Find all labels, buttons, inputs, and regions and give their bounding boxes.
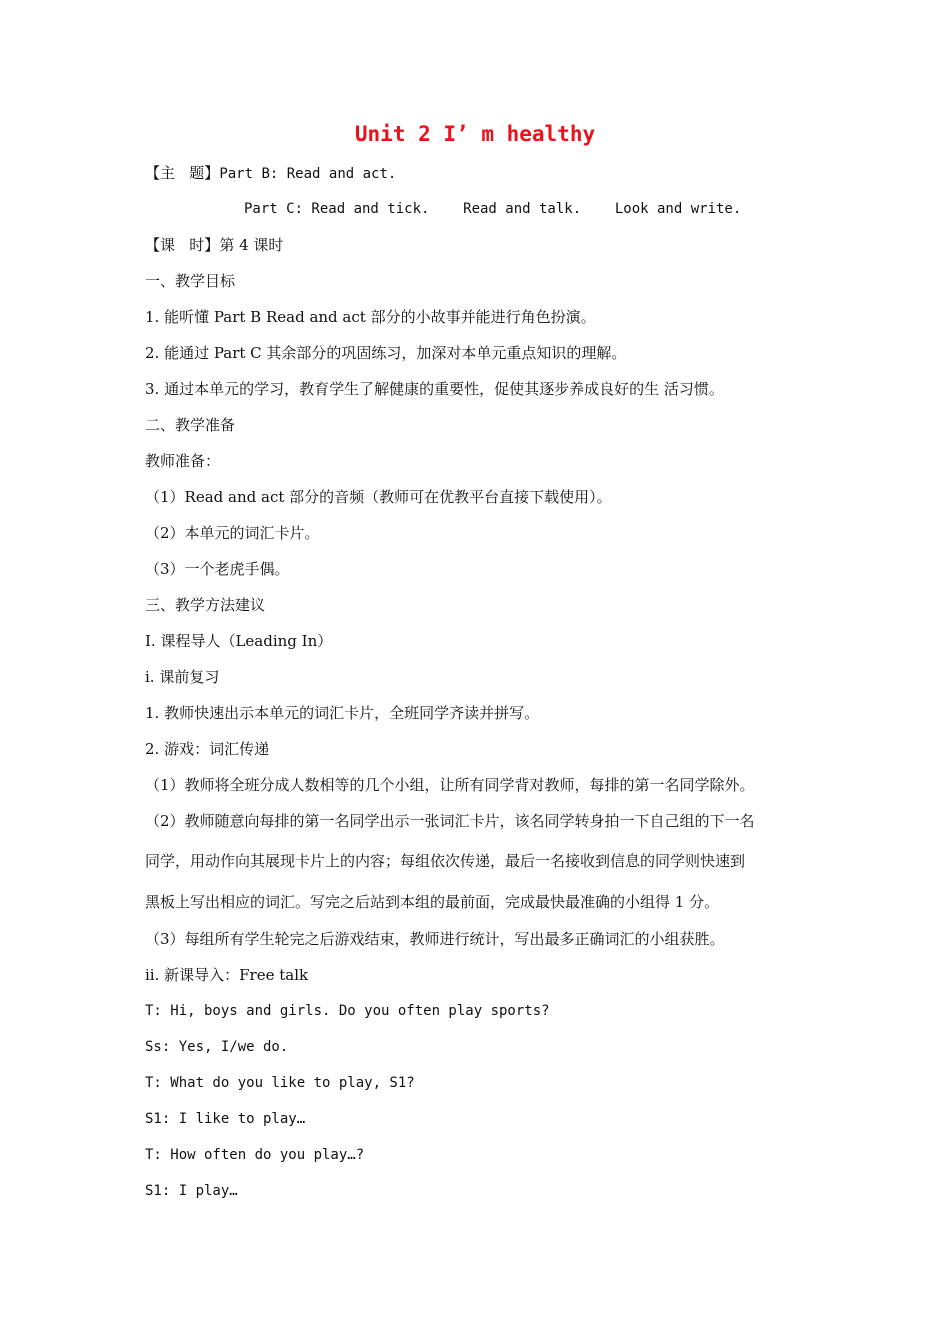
dialogue-line: T: Hi, boys and girls. Do you often play sports? — [145, 1003, 550, 1019]
section-heading-objectives: 一、教学目标 — [145, 272, 236, 290]
paragraph-line: （2）教师随意向每排的第一名同学出示一张词汇卡片，该名同学转身拍一下自己组的下一名 — [145, 812, 755, 830]
teacher-preparation-label: 教师准备： — [145, 452, 221, 470]
subsection-heading: i. 课前复习 — [145, 668, 220, 686]
preparation-item: （3）一个老虎手偶。 — [145, 560, 290, 578]
objective-item: 1. 能听懂 Part B Read and act 部分的小故事并能进行角色扮演。 — [145, 308, 596, 326]
topic-part-b: Part B: Read and act. — [219, 166, 397, 182]
subsection-heading: ii. 新课导入：Free talk — [145, 966, 309, 984]
preparation-item: （2）本单元的词汇卡片。 — [145, 524, 320, 542]
section-heading-preparation: 二、教学准备 — [145, 416, 236, 434]
paragraph-line: 黑板上写出相应的词汇。写完之后站到本组的最前面，完成最快最准确的小组得 1 分。 — [145, 893, 720, 911]
period-value: 第 4 课时 — [219, 236, 284, 254]
period-line — [145, 235, 283, 255]
dialogue-line: S1: I play… — [145, 1183, 238, 1199]
dialogue-line: S1: I like to play… — [145, 1111, 306, 1127]
preparation-item: （1）Read and act 部分的音频（教师可在优教平台直接下载使用）。 — [145, 488, 612, 506]
objective-item: 2. 能通过 Part C 其余部分的巩固练习，加深对本单元重点知识的理解。 — [145, 344, 627, 362]
objective-item: 3. 通过本单元的学习，教育学生了解健康的重要性，促使其逐步养成良好的生 活习惯。 — [145, 380, 724, 398]
dialogue-line: Ss: Yes, I/we do. — [145, 1039, 289, 1055]
paragraph-line: 1. 教师快速出示本单元的词汇卡片，全班同学齐读并拼写。 — [145, 704, 540, 722]
paragraph-line: （3）每组所有学生轮完之后游戏结束，教师进行统计，写出最多正确词汇的小组获胜。 — [145, 930, 725, 948]
topic-line — [145, 163, 396, 184]
period-label: 【课 时】 — [145, 236, 220, 254]
section-heading-methods: 三、教学方法建议 — [145, 596, 266, 614]
paragraph-line: （1）教师将全班分成人数相等的几个小组，让所有同学背对教师，每排的第一名同学除外。 — [145, 776, 755, 794]
topic-label: 【主 题】 — [145, 164, 220, 182]
dialogue-line: T: How often do you play…? — [145, 1147, 365, 1163]
topic-part-c: Part C: Read and tick. Read and talk. Look and write. — [244, 201, 742, 217]
document-title: Unit 2 I’ m healthy — [354, 122, 596, 146]
paragraph-line: 2. 游戏：词汇传递 — [145, 740, 270, 758]
dialogue-line: T: What do you like to play, S1? — [145, 1075, 415, 1091]
subsection-heading: I. 课程导人（Leading In） — [145, 632, 333, 650]
paragraph-line: 同学，用动作向其展现卡片上的内容；每组依次传递，最后一名接收到信息的同学则快速到 — [145, 852, 746, 870]
